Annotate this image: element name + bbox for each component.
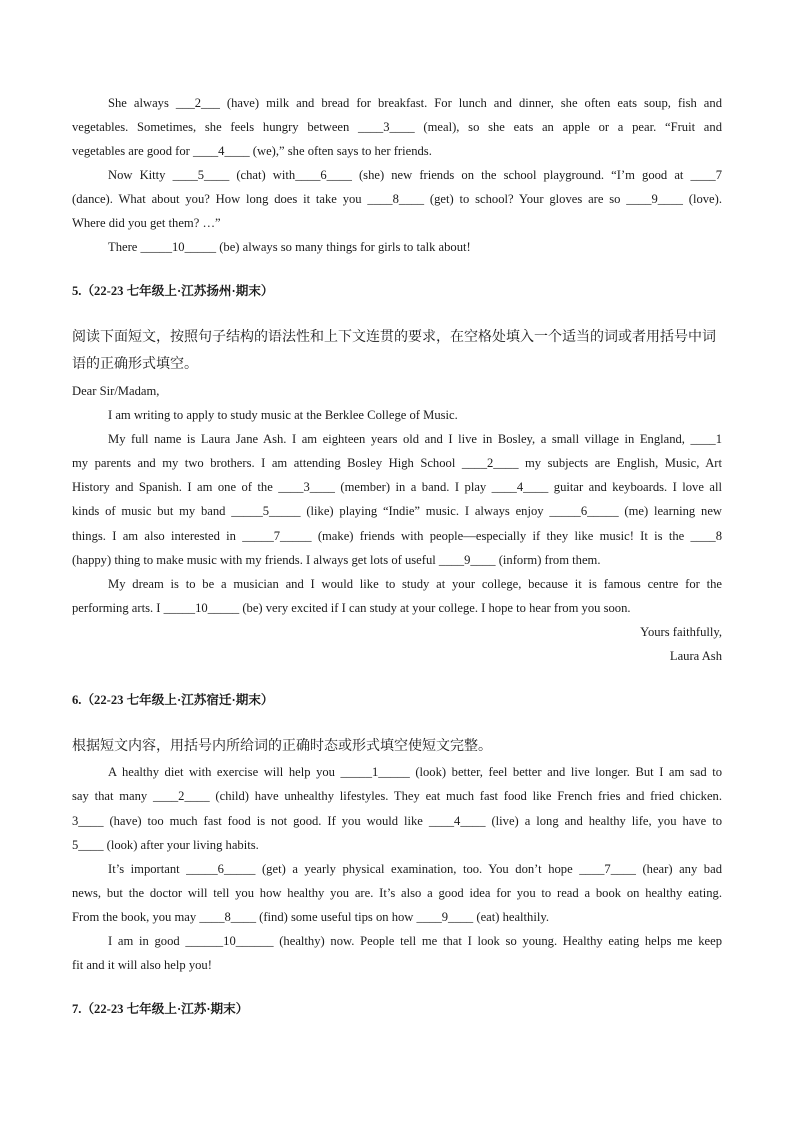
passage4-line-6: Where did you get them? …”: [72, 216, 221, 230]
section6-line-3: 3____ (have) too much fast food is not good. If you would like ____4____ (live) a long and healthy life, you have to: [72, 814, 722, 828]
passage4-line-2: vegetables. Sometimes, she feels hungry between ____3____ (meal), so she eats an apple or a pear. “Fruit and: [72, 120, 722, 134]
section5-instruction-line-2: 语的正确形式填空。: [72, 356, 198, 372]
section5-instruction-line-1: 阅读下面短文，按照句子结构的语法性和上下文连贯的要求，在空格处填入一个适当的词或者用括号中词: [72, 329, 716, 345]
letter-line-5: kinds of music but my band _____5_____ (like) playing “Indie” music. I always enjoy _____6_____ (me) learning new: [72, 504, 722, 518]
section6-line-7: From the book, you may ____8____ (find) some useful tips on how ____9____ (eat) healthily.: [72, 910, 549, 924]
passage4-line-5: (dance). What about you? How long does it take you ____8____ (get) to school? Your gloves are so ____9____ (love).: [72, 192, 722, 206]
section6-line-6: news, but the doctor will tell you how healthy you are. It’s also a good idea for you to read a book on healthy eating.: [72, 886, 722, 900]
passage4-line-3: vegetables are good for ____4____ (we),” she often says to her friends.: [72, 144, 432, 158]
letter-line-7: (happy) thing to make music with my friends. I always get lots of useful ____9____ (inform) from them.: [72, 553, 601, 567]
letter-line-1: I am writing to apply to study music at the Berklee College of Music.: [108, 408, 458, 422]
letter-line-3: my parents and my two brothers. I am attending Bosley High School ____2____ my subjects are English, Music, Art: [72, 456, 722, 470]
letter-salutation: Dear Sir/Madam,: [72, 384, 160, 398]
section6-line-4: 5____ (look) after your living habits.: [72, 838, 259, 852]
section6-line-2: say that many ____2____ (child) have unhealthy lifestyles. They eat much fast food like French fries and fried chicken.: [72, 789, 722, 803]
passage4-line-1: She always ___2___ (have) milk and bread for breakfast. For lunch and dinner, she often eats soup, fish and: [108, 96, 722, 110]
section6-line-9: fit and it will also help you!: [72, 958, 212, 972]
letter-closing: Yours faithfully,: [640, 625, 722, 639]
letter-line-8: My dream is to be a musician and I would like to study at your college, because it is famous centre for the: [108, 577, 722, 591]
section6-heading: 6.（22-23 七年级上·江苏宿迁·期末）: [72, 693, 274, 707]
letter-line-6: things. I am also interested in _____7_____ (make) friends with people—especially if they like music! It is the ____8: [72, 529, 722, 543]
passage4-line-7: There _____10_____ (be) always so many things for girls to talk about!: [108, 240, 471, 254]
passage4-line-4: Now Kitty ____5____ (chat) with____6____ (she) new friends on the school playground. “I’m good at ____7: [108, 168, 722, 182]
section6-line-8: I am in good ______10______ (healthy) now. People tell me that I look so young. Healthy eating helps me keep: [108, 934, 722, 948]
section5-heading: 5.（22-23 七年级上·江苏扬州·期末）: [72, 284, 274, 298]
section7-heading: 7.（22-23 七年级上·江苏·期末）: [72, 1002, 249, 1016]
letter-signature: Laura Ash: [669, 649, 722, 663]
letter-line-9: performing arts. I _____10_____ (be) very excited if I can study at your college. I hope to hear from you soon.: [72, 601, 631, 615]
letter-line-4: History and Spanish. I am one of the ____3____ (member) in a band. I play ____4____ guitar and keyboards. I love all: [72, 480, 722, 494]
section6-line-1: A healthy diet with exercise will help you _____1_____ (look) better, feel better and live longer. But I am sad to: [108, 765, 722, 779]
letter-line-2: My full name is Laura Jane Ash. I am eighteen years old and I live in Bosley, a small village in England, ____1: [108, 432, 722, 446]
section6-line-5: It’s important _____6_____ (get) a yearly physical examination, too. You don’t hope ____7____ (hear) any bad: [108, 862, 722, 876]
section6-instruction: 根据短文内容，用括号内所给词的正确时态或形式填空使短文完整。: [72, 738, 492, 754]
